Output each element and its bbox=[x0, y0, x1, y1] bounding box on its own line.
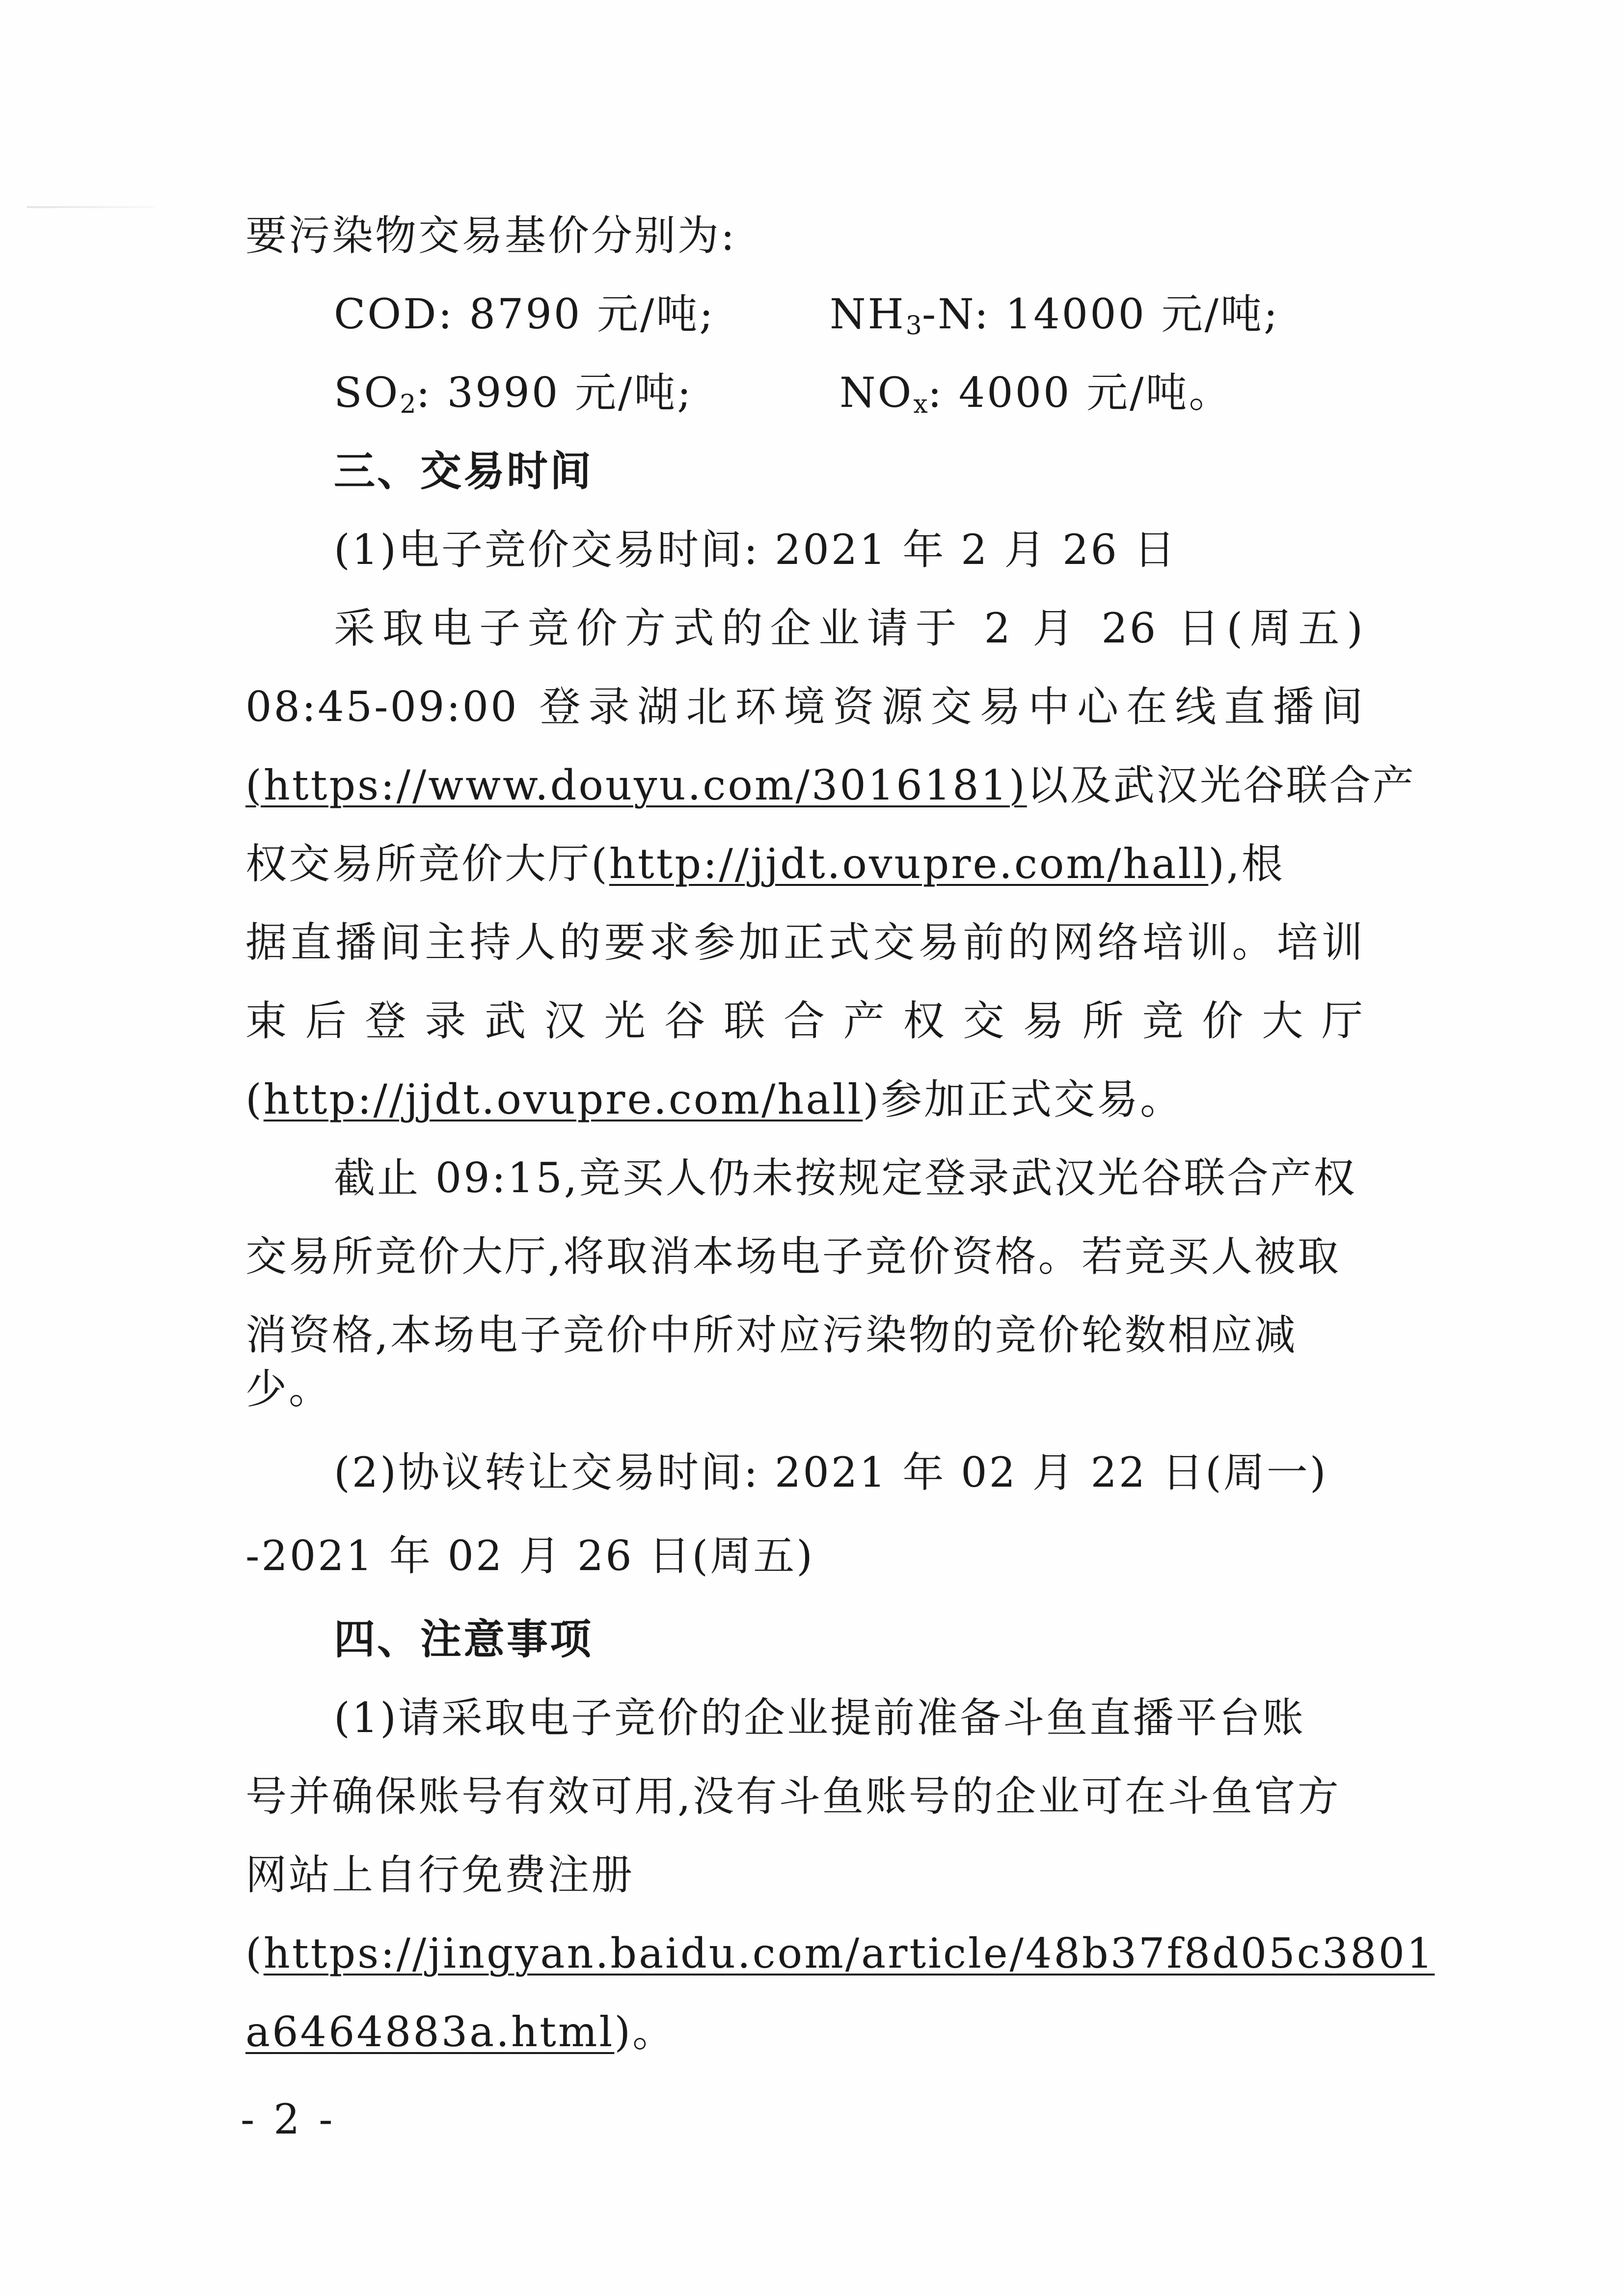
text-line: 要污染物交易基价分别为: bbox=[245, 212, 737, 260]
text-line: (https://jingyan.baidu.com/article/48b37f8d05c3801 bbox=[245, 1929, 1435, 1977]
text-line: (https://www.douyu.com/3016181)以及武汉光谷联合产 bbox=[245, 761, 1416, 809]
price-so2: $SO_2$: 3990 元/吨; bbox=[334, 369, 693, 419]
hall-link[interactable]: http://jjdt.ovupre.com/hall bbox=[609, 840, 1209, 888]
text-line: (2)协议转让交易时间: 2021 年 02 月 22 日(周一) bbox=[334, 1448, 1328, 1496]
price-nox: $NO_x$: 4000 元/吨。 bbox=[839, 369, 1232, 419]
text-line: 少。 bbox=[245, 1365, 332, 1413]
text-line: 消资格,本场电子竞价中所对应污染物的竞价轮数相应减 bbox=[245, 1311, 1298, 1359]
douyu-link[interactable]: (https://www.douyu.com/3016181) bbox=[245, 761, 1027, 809]
section-heading-4: 四、注意事项 bbox=[334, 1615, 594, 1663]
text-line: 网站上自行免费注册 bbox=[245, 1851, 635, 1899]
page-number: - 2 - bbox=[241, 2095, 336, 2143]
text-line: (1)请采取电子竞价的企业提前准备斗鱼直播平台账 bbox=[334, 1694, 1305, 1742]
price-cod: COD: 8790 元/吨; bbox=[334, 290, 715, 338]
hall-link[interactable]: http://jjdt.ovupre.com/hall bbox=[263, 1075, 863, 1123]
text-line: 08:45-09:00 登录湖北环境资源交易中心在线直播间 bbox=[245, 683, 1365, 731]
baidu-link[interactable]: https://jingyan.baidu.com/article/48b37f8d05c3801 bbox=[263, 1929, 1435, 1977]
text-line: 据直播间主持人的要求参加正式交易前的网络培训。培训 bbox=[245, 918, 1365, 966]
text-line: 截止 09:15,竞买人仍未按规定登录武汉光谷联合产权 bbox=[334, 1154, 1357, 1202]
text-line: -2021 年 02 月 26 日(周五) bbox=[245, 1532, 814, 1580]
text-line: 号并确保账号有效可用,没有斗鱼账号的企业可在斗鱼官方 bbox=[245, 1772, 1341, 1820]
baidu-link-continued[interactable]: a6464883a.html bbox=[245, 2008, 615, 2056]
text-line: (1)电子竞价交易时间: 2021 年 2 月 26 日 bbox=[334, 526, 1177, 574]
text-line: a6464883a.html)。 bbox=[245, 2008, 676, 2056]
text-line: 交易所竞价大厅,将取消本场电子竞价资格。若竞买人被取 bbox=[245, 1232, 1341, 1281]
text-line: (http://jjdt.ovupre.com/hall)参加正式交易。 bbox=[245, 1075, 1184, 1123]
scan-artifact bbox=[27, 206, 155, 208]
text-line: 束后登录武汉光谷联合产权交易所竞价大厅 bbox=[245, 997, 1365, 1045]
text-line: 权交易所竞价大厅(http://jjdt.ovupre.com/hall),根 bbox=[245, 840, 1285, 888]
section-heading-3: 三、交易时间 bbox=[334, 447, 594, 495]
text-line: 采取电子竞价方式的企业请于 2 月 26 日(周五) bbox=[334, 604, 1365, 652]
price-nh3: $NH_3-N$: 14000 元/吨; bbox=[830, 290, 1280, 341]
